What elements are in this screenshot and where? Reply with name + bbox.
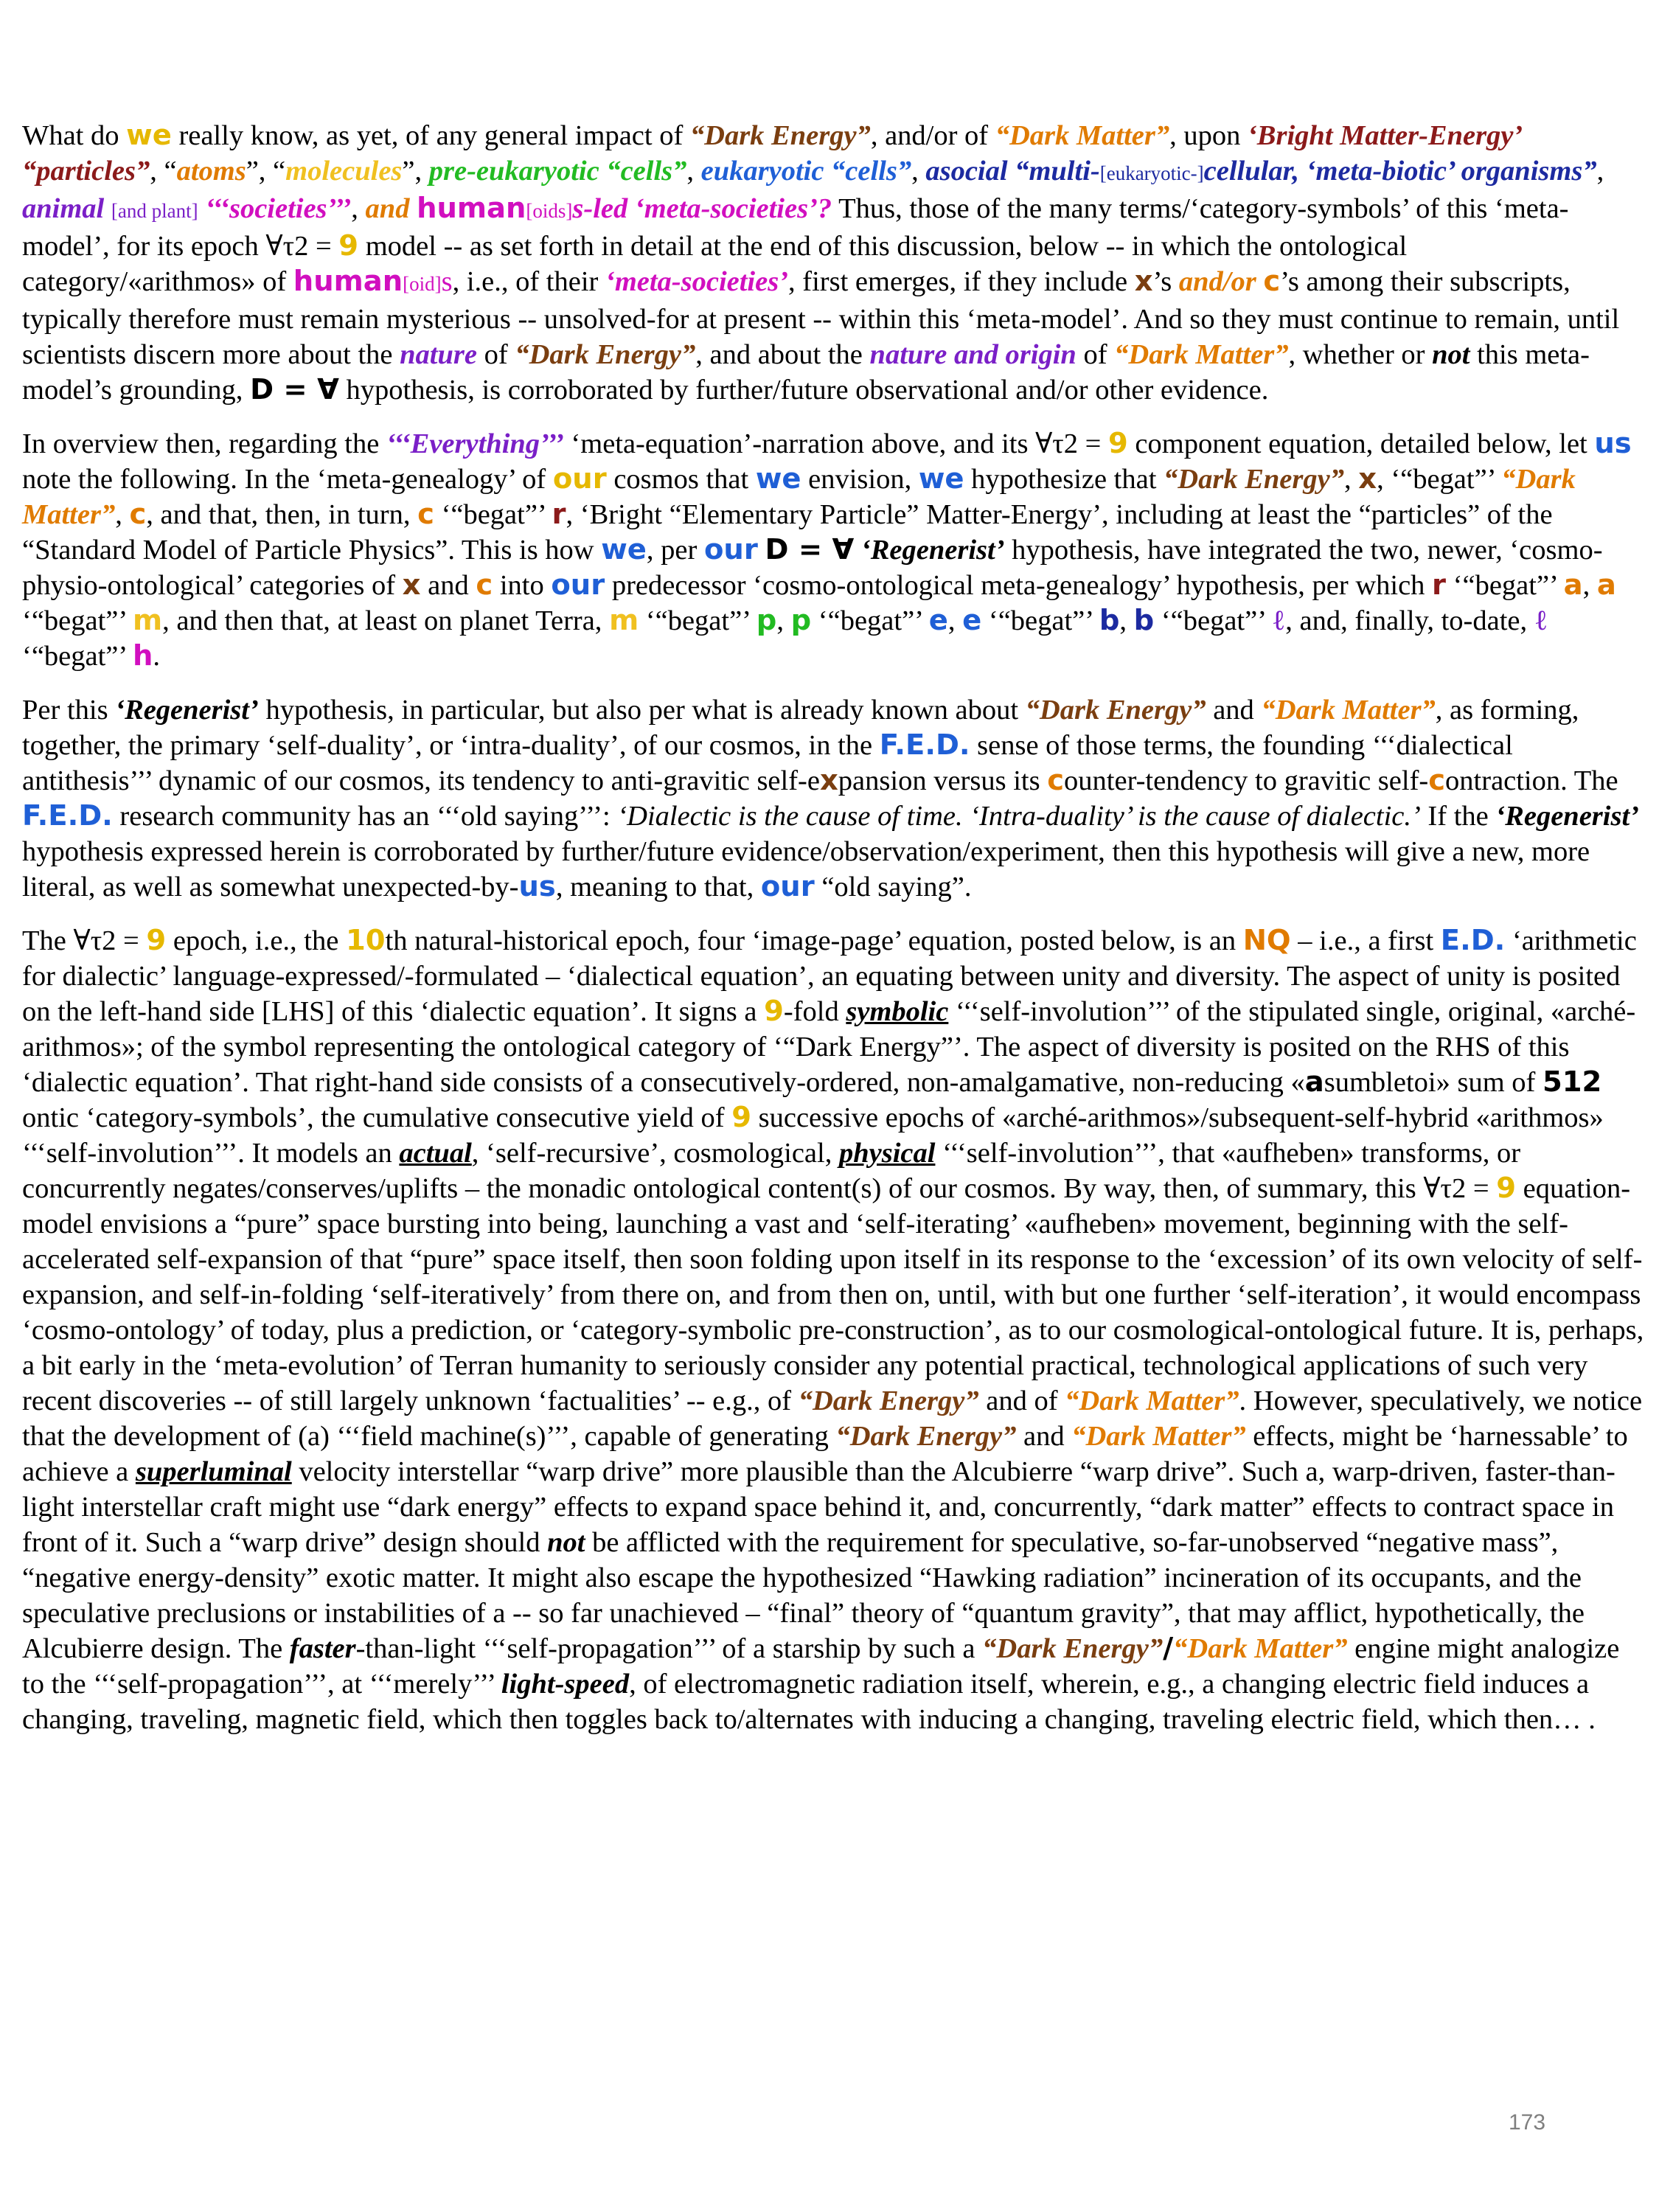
text-run: , meaning to that,	[555, 872, 761, 902]
text-run: , i.e., of their	[452, 266, 605, 297]
text-run: not	[547, 1527, 585, 1558]
text-run: “Dark Matter”	[1071, 1421, 1246, 1452]
text-run: ‘‘‘Everything’’’	[386, 428, 564, 459]
text-run: ‘“begat”’	[22, 641, 133, 672]
text-run: “Dark Energy”	[1164, 464, 1344, 495]
text-run: our	[552, 462, 607, 495]
text-run: ‘“begat”’	[434, 499, 552, 530]
text-run: “Dark Matter”	[1114, 339, 1289, 370]
text-run: ,	[1119, 605, 1134, 636]
page-number: 173	[1509, 2110, 1546, 2135]
text-run: hypothesis, have integrated the two, newer, ‘cosmo-physio-ontological’ categories of	[22, 535, 1603, 601]
text-run: ”,	[402, 156, 429, 187]
text-run: sense of those terms, the founding ‘‘‘dialectical antithesis’’’ dynamic of our cosmos, its tendency to anti-gravitic self-e	[22, 730, 1513, 796]
text-run: , first emerges, if they include	[788, 266, 1135, 297]
text-run: ‘‘‘self-involution’’’ of the stipulated single, original, «arché-arithmos»; of the symbol representing the ontological category of ‘“Dark Energy”’. The aspect of diversity is posited on the RHS of this ‘dialectic equation’. That right-hand side consists of a consecutively-ordered, non-amalgamative, non-reducing «	[22, 996, 1636, 1098]
text-run: ‘Bright Matter-Energy’ “particles”	[22, 120, 1521, 187]
text-run: m	[132, 604, 163, 637]
text-run: 512	[1542, 1065, 1602, 1099]
text-run: and/or	[1178, 266, 1256, 297]
text-run: NQ	[1242, 924, 1291, 957]
text-run: ‘Dialectic is the cause of time. ‘Intra-duality’ is the cause of dialectic.’	[617, 801, 1421, 832]
text-run: human	[417, 192, 526, 225]
text-run: c	[1263, 265, 1281, 298]
text-run: 9	[146, 924, 167, 957]
text-run: cosmos that	[606, 464, 756, 495]
text-run: a	[1596, 568, 1616, 602]
text-run: physical	[838, 1138, 936, 1169]
text-run: , and about the	[695, 339, 870, 370]
text-run: ‘meta-equation’-narration above, and its ∀τ2 =	[563, 428, 1108, 459]
text-run: and	[1206, 695, 1262, 726]
text-run: x	[1134, 265, 1153, 298]
text-run: 9	[338, 229, 359, 262]
text-run: successive epochs of «arché-arithmos»/subsequent-self-hybrid «arithmos» ‘‘‘self-involution’’’. It models an	[22, 1102, 1604, 1169]
text-run: we	[601, 533, 647, 566]
text-run: engine might analogize to the ‘‘‘self-propagation’’’, at ‘‘‘merely’’’	[22, 1633, 1620, 1700]
text-run: and	[420, 570, 476, 601]
text-run: epoch, i.e., the	[166, 925, 346, 956]
text-run: hypothesis, is corroborated by further/future observational and/or other evidence.	[338, 375, 1269, 406]
text-run: x	[402, 568, 421, 602]
text-run: really know, as yet, of any general impact of	[171, 120, 690, 151]
text-run: b	[1133, 604, 1155, 637]
text-run: hypothesis, in particular, but also per what is already known about	[258, 695, 1026, 726]
text-run: e	[962, 604, 982, 637]
text-run: nature	[400, 339, 477, 370]
text-run: eukaryotic “cells”	[700, 156, 912, 187]
text-run: , ‘“begat”’	[1377, 464, 1502, 495]
text-run: hypothesis expressed herein is corroborated by further/future evidence/observation/experiment, then this hypothesis will give a new, more literal, as well as somewhat unexpected-by-	[22, 836, 1590, 902]
text-run: If the	[1420, 801, 1496, 832]
text-run: symbolic	[846, 996, 949, 1027]
text-run: human	[293, 265, 403, 298]
text-run: ,	[1596, 156, 1604, 187]
text-run: [oid]	[403, 273, 442, 295]
text-run: , ‘Bright “Elementary Particle” Matter-Energy’, including at least the “particles” of the “Standard Model of Particle Physics”. This is how	[22, 499, 1553, 566]
text-run: animal	[22, 193, 111, 224]
text-run: us	[1594, 427, 1632, 460]
text-run: “Dark Matter”	[22, 464, 1576, 530]
paragraph-4	[22, 923, 1644, 1737]
text-run: , ‘self-recursive’, cosmological,	[471, 1138, 839, 1169]
text-run: ‘“begat”’	[1446, 570, 1564, 601]
text-run: E.D.	[1440, 924, 1506, 957]
text-run: D = ∀	[765, 533, 855, 566]
text-run: ”, “	[246, 156, 286, 187]
text-run: note the following. In the ‘meta-genealogy’ of	[22, 464, 553, 495]
text-run: and of	[978, 1385, 1065, 1416]
text-run: ,	[1582, 570, 1597, 601]
text-run: cellular, ‘meta-biotic’ organisms”	[1203, 156, 1597, 187]
text-run: [oids]	[526, 200, 573, 222]
text-run: c	[1047, 764, 1065, 797]
text-run: , and/or of	[870, 120, 995, 151]
text-run: “Dark Energy”	[982, 1633, 1164, 1664]
text-run: our	[760, 870, 815, 903]
text-run: ℓ	[1534, 605, 1548, 636]
text-run: this meta-model’s grounding,	[22, 339, 1590, 406]
text-run: asocial “multi-	[925, 156, 1100, 187]
text-run: equation-model envisions a “pure” space bursting into being, launching a vast and ‘self-iterating’ «aufheben» movement, beginning with the self-accelerated self-expansion of that “pure” space itself, then soon folding upon itself in its response to the ‘excession’ of its own velocity of self-expansion, and self-in-folding ‘self-iteratively’ from there on, and from then on, until, with but one further ‘self-iteration’, it would encompass ‘cosmo-ontology’ of today, plus a prediction, or ‘category-symbolic pre-construction’, as to our cosmological-ontological future. It is, perhaps, a bit early in the ‘meta-evolution’ of Terran humanity to seriously consider any potential practical, technological applications of such very recent discoveries -- of still largely unknown ‘factualities’ -- e.g., of	[22, 1173, 1644, 1416]
text-run: us	[518, 870, 556, 903]
text-run: we	[755, 462, 801, 495]
text-run: pre-eukaryotic “cells”	[428, 156, 687, 187]
text-run: , whether or	[1288, 339, 1433, 370]
text-run: ‘Regenerist’	[1495, 801, 1639, 832]
text-run: , per	[646, 535, 704, 566]
text-run: a	[1563, 568, 1583, 602]
text-run	[854, 535, 861, 566]
text-run: molecules	[285, 156, 403, 187]
text-run: hypothesize that	[964, 464, 1164, 495]
text-run: and	[365, 193, 417, 224]
text-run: ‘Regenerist’	[860, 535, 1005, 566]
text-run: ,	[686, 156, 701, 187]
text-run: ‘arithmetic for dialectic’ language-expressed/-formulated – ‘dialectical equation’, an equating between unity and diversity. The aspect of unity is posited on the left-hand side [LHS] of this ‘dialectic equation’. It signs a	[22, 925, 1637, 1027]
text-run: ‘‘‘societies’’’	[205, 193, 352, 224]
text-run: c	[129, 498, 147, 531]
text-run: Thus, those of the many terms/‘category-symbols’ of this ‘meta-model’, for its epoch ∀τ2 =	[22, 193, 1569, 262]
text-run: [eukaryotic-]	[1099, 162, 1204, 184]
text-run: The ∀τ2 =	[22, 925, 147, 956]
text-run: What do	[22, 120, 127, 151]
text-run: c	[476, 568, 493, 602]
text-run: “Dark Energy”	[798, 1385, 979, 1416]
text-run: light-speed	[501, 1669, 630, 1700]
text-run: th natural-historical epoch, four ‘image-page’ equation, posted below, is an	[385, 925, 1243, 956]
paragraph-1	[22, 118, 1644, 408]
text-run: , and, finally, to-date,	[1285, 605, 1534, 636]
text-run: we	[126, 119, 172, 152]
text-run: ,	[351, 193, 366, 224]
text-run: ’s among their subscripts, typically therefore must remain mysterious -- unsolved-for at present -- within this ‘meta-model’. And so they must continue to remain, until scientists discern more about the	[22, 266, 1620, 370]
text-run: a	[1304, 1065, 1324, 1099]
text-run: component equation, detailed below, let	[1127, 428, 1595, 459]
text-run: F.E.D.	[879, 728, 970, 762]
text-run: 10	[345, 924, 386, 957]
text-run: Per this	[22, 695, 116, 726]
text-run: be afflicted with the requirement for speculative, so-far-unobserved “negative mass”, “negative energy-density” exotic matter. It might also escape the hypothesized “Hawking radiation” incineration of its occupants, and the speculative preclusions or instabilities of a -- so far unachieved – “final” theory of “quantum gravity”, that may afflict, hypothetically, the Alcubierre design. The	[22, 1527, 1585, 1664]
text-run: ounter-tendency to gravitic self-	[1064, 765, 1429, 796]
text-run: c	[1428, 764, 1446, 797]
text-run: sumbletoi» sum of	[1324, 1067, 1543, 1098]
text-run: r	[552, 498, 566, 531]
text-run: “Dark Energy”	[689, 120, 871, 151]
text-run: our	[703, 533, 758, 566]
text-run: ‘“begat”’	[811, 605, 929, 636]
text-run: – i.e., a first	[1290, 925, 1441, 956]
text-run: , “	[150, 156, 177, 187]
text-run: ,	[947, 605, 963, 636]
text-run: ,	[911, 156, 926, 187]
text-run: s	[441, 266, 453, 297]
text-run: , of electromagnetic radiation itself, wherein, e.g., a changing electric field induces a changing, traveling, magnetic field, which then toggles back to/alternates with inducing a changing, traveling electric field, which then… .	[22, 1669, 1596, 1735]
text-run: superluminal	[135, 1456, 292, 1487]
text-run: not	[1432, 339, 1470, 370]
text-run: research community has an ‘‘‘old saying’’’:	[112, 801, 618, 832]
text-run: ‘“begat”’	[639, 605, 757, 636]
text-run: ,	[1343, 464, 1359, 495]
paragraph-2	[22, 426, 1644, 674]
text-run: , and then that, at least on planet Terra,	[162, 605, 610, 636]
text-run: In overview then, regarding the	[22, 428, 386, 459]
text-run: p	[756, 604, 777, 637]
text-run	[198, 193, 206, 224]
text-run: -fold	[783, 996, 846, 1027]
text-run: ‘Regenerist’	[115, 695, 259, 726]
text-run: ‘“begat”’	[22, 605, 133, 636]
text-run: into	[493, 570, 552, 601]
text-run: ‘“begat”’	[1154, 605, 1272, 636]
text-run: “old saying”.	[814, 872, 972, 902]
text-run: ‘meta-societies’	[605, 266, 789, 297]
text-run: D = ∀	[250, 373, 339, 406]
text-run: “Dark Energy”	[1025, 695, 1206, 726]
text-run: “Dark Matter”	[1261, 695, 1436, 726]
text-run: of	[476, 339, 515, 370]
text-run: model -- as set forth in detail at the end of this discussion, below -- in which the ontological category/«arithmos» of	[22, 231, 1408, 297]
text-run: ,	[776, 605, 791, 636]
text-run: “Dark Energy”	[835, 1421, 1017, 1452]
text-run: x	[1358, 462, 1377, 495]
text-run: velocity interstellar “warp drive” more plausible than the Alcubierre “warp drive”. Such a, warp-driven, faster-than-light interstellar craft might use “dark energy” effects to expand space behind it, and, concurrently, “dark matter” effects to contract space in front of it. Such a “warp drive” design should	[22, 1456, 1615, 1558]
text-run: e	[928, 604, 948, 637]
text-run: effects, might be ‘harnessable’ to achieve a	[22, 1421, 1628, 1487]
text-run: m	[609, 604, 639, 637]
text-run: 9	[764, 995, 784, 1028]
text-run: our	[551, 568, 605, 602]
paragraph-3	[22, 692, 1644, 905]
text-run: ontraction. The	[1445, 765, 1618, 796]
text-run: . However, speculatively, we notice that the development of (a) ‘‘‘field machine(s)’’’, capable of generating	[22, 1385, 1643, 1452]
text-run: , and that, then, in turn,	[146, 499, 418, 530]
text-run: ℓ	[1271, 605, 1286, 636]
text-run: 9	[1496, 1172, 1517, 1205]
text-run: pansion versus its	[838, 765, 1048, 796]
text-run: envision,	[801, 464, 919, 495]
text-run	[1256, 266, 1264, 297]
text-run: ,	[115, 499, 130, 530]
text-run: r	[1432, 568, 1447, 602]
text-run: /	[1163, 1632, 1174, 1665]
text-run: actual	[399, 1138, 472, 1169]
text-run: s-led ‘meta-societies’?	[572, 193, 832, 224]
text-run: x	[819, 764, 838, 797]
text-run: ‘‘‘self-involution’’’, that «aufheben» transforms, or concurrently negates/conserves/uplifts – the monadic ontological content(s) of our cosmos. By way, then, of summary, this ∀τ2 =	[22, 1138, 1521, 1204]
text-run: , as forming, together, the primary ‘self-duality’, or ‘intra-duality’, of our cosmos, in the	[22, 695, 1579, 761]
text-run: -than-light ‘‘‘self-propagation’’’ of a starship by such a	[355, 1633, 983, 1664]
text-run	[758, 535, 765, 566]
text-run: “Dark Matter”	[1065, 1385, 1239, 1416]
text-run: 9	[731, 1101, 751, 1134]
text-run: nature and origin	[869, 339, 1077, 370]
text-run: “Dark Matter”	[1173, 1633, 1348, 1664]
text-run: c	[417, 498, 434, 531]
text-run: , upon	[1169, 120, 1248, 151]
text-run: atoms	[176, 156, 246, 187]
text-run: h	[132, 639, 153, 672]
text-run: ontic ‘category-symbols’, the cumulative consecutive yield of	[22, 1102, 732, 1133]
text-run: predecessor ‘cosmo-ontological meta-genealogy’ hypothesis, per which	[605, 570, 1433, 601]
text-run: [and plant]	[111, 200, 198, 222]
text-run: b	[1099, 604, 1120, 637]
text-run: and	[1016, 1421, 1072, 1452]
text-run: “Dark Matter”	[995, 120, 1170, 151]
text-run: ‘“begat”’	[981, 605, 1099, 636]
text-run: p	[790, 604, 812, 637]
text-run: 9	[1108, 427, 1128, 460]
document-body	[22, 118, 1644, 1756]
text-run: of	[1076, 339, 1115, 370]
text-run: faster	[289, 1633, 356, 1664]
text-run: “Dark Energy”	[515, 339, 696, 370]
text-run: F.E.D.	[22, 799, 113, 832]
text-run: .	[153, 641, 161, 672]
text-run: we	[918, 462, 964, 495]
text-run: ’s	[1152, 266, 1179, 297]
